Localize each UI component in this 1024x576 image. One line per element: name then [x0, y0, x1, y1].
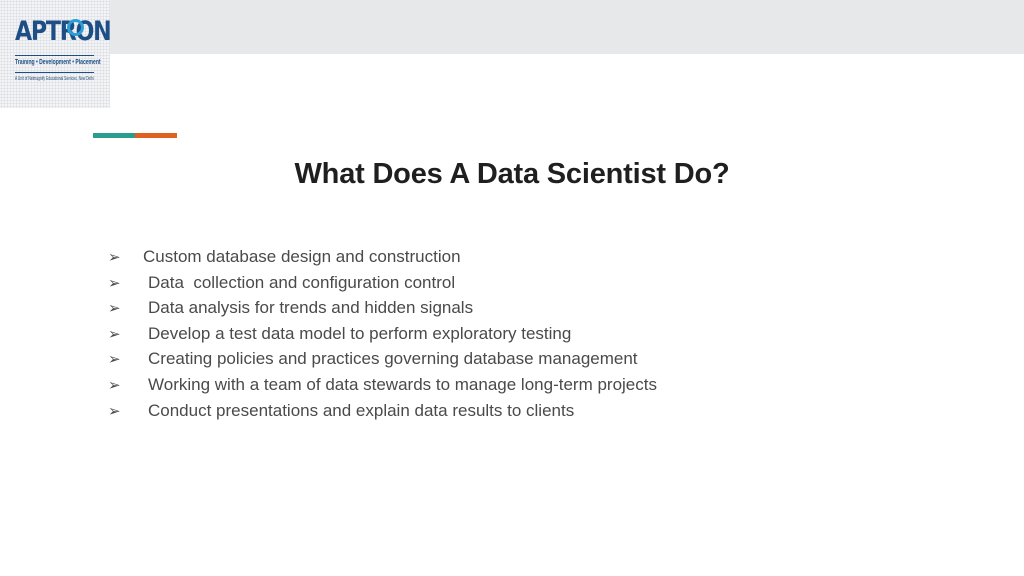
slide-title: What Does A Data Scientist Do?: [294, 158, 730, 190]
list-item: [108, 244, 657, 270]
arrowhead-bullet-icon: ➢: [108, 273, 121, 292]
logo-ring-icon: [67, 19, 84, 36]
bullet-list: [108, 244, 657, 423]
list-item-text: Data collection and configuration control: [148, 272, 456, 292]
arrowhead-bullet-icon: ➢: [108, 401, 121, 420]
logo-wordmark: APTRON: [15, 16, 111, 47]
arrowhead-bullet-icon: ➢: [108, 324, 121, 343]
accent-bar-teal: [93, 133, 135, 138]
aptron-logo: [0, 0, 110, 108]
logo-tagline: Training • Development • Placement: [15, 59, 101, 66]
logo-subline: A Unit of Netmagnify Educational Services, New Delhi: [15, 76, 94, 82]
accent-bar-orange: [135, 133, 177, 138]
list-item: [108, 295, 657, 321]
list-item-text: Conduct presentations and explain data results to clients: [148, 400, 575, 420]
arrowhead-bullet-icon: ➢: [108, 299, 121, 318]
list-item-text: Custom database design and construction: [143, 247, 461, 266]
list-item-text: Working with a team of data stewards to manage long-term projects: [148, 374, 657, 394]
logo-divider: [15, 72, 94, 73]
list-item: [108, 398, 657, 424]
arrowhead-bullet-icon: ➢: [108, 375, 121, 394]
list-item: [108, 270, 657, 296]
header-band: [0, 0, 1024, 54]
arrowhead-bullet-icon: ➢: [108, 248, 121, 266]
list-item: [108, 346, 657, 372]
list-item: [108, 372, 657, 398]
list-item-text: Data analysis for trends and hidden signals: [148, 298, 474, 318]
arrowhead-bullet-icon: ➢: [108, 350, 121, 369]
logo-divider: [15, 55, 94, 56]
list-item-text: Creating policies and practices governing database management: [148, 349, 638, 369]
list-item: [108, 321, 657, 347]
list-item-text: Develop a test data model to perform exploratory testing: [148, 323, 572, 343]
